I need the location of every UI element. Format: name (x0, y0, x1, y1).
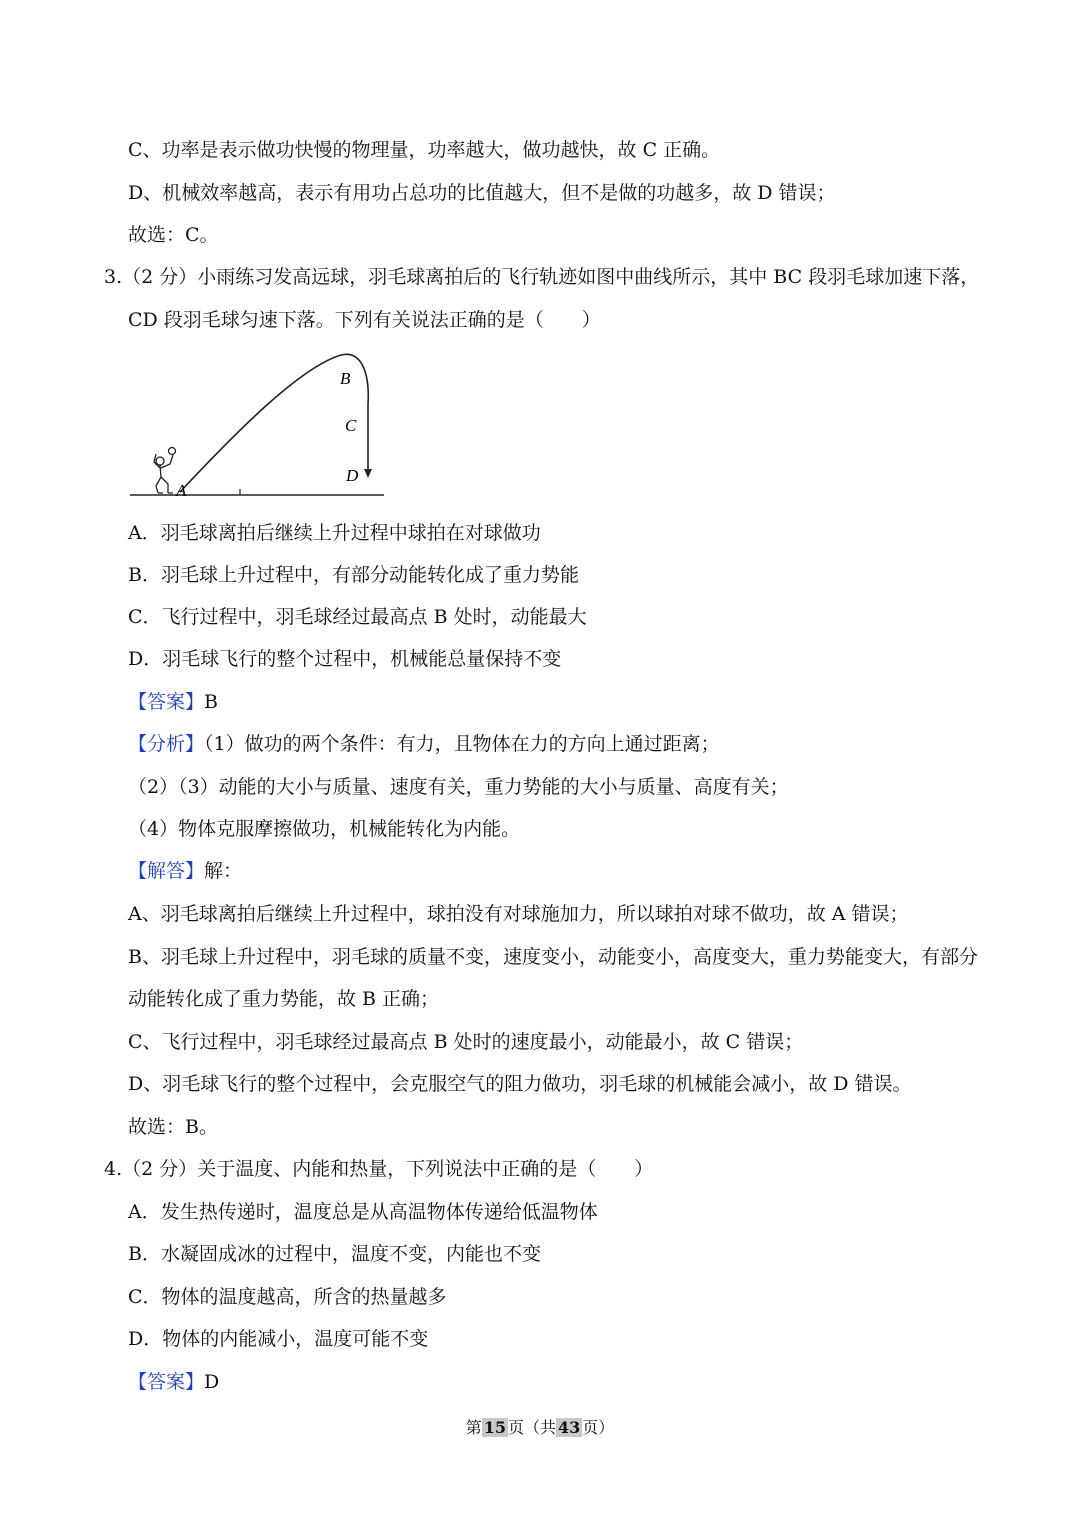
option-b: B．羽毛球上升过程中，有部分动能转化成了重力势能 (128, 564, 579, 586)
current-page-number: 15 (483, 1418, 506, 1437)
arrow-head (364, 469, 372, 478)
option-b: B．水凝固成冰的过程中，温度不变，内能也不变 (128, 1243, 541, 1265)
option-a: A．发生热传递时，温度总是从高温物体传递给低温物体 (128, 1201, 598, 1223)
answer-value: B (204, 691, 218, 713)
text-line: 故选：C。 (128, 224, 219, 246)
solution-line: C、飞行过程中，羽毛球经过最高点 B 处时的速度最小，动能最小，故 C 错误； (128, 1031, 804, 1053)
trajectory-figure (128, 350, 390, 504)
analysis-line: （2）（3）动能的大小与质量、速度有关，重力势能的大小与质量、高度有关； (128, 776, 789, 798)
analysis-tag: 【分析】 (128, 733, 205, 755)
analysis-line (128, 731, 720, 757)
question-4-stem: 4.（2 分）关于温度、内能和热量，下列说法中正确的是（ ） (104, 1158, 654, 1180)
option-d: D．羽毛球飞行的整个过程中，机械能总量保持不变 (128, 648, 562, 670)
answer-line (128, 1369, 219, 1395)
label-c: C (345, 416, 357, 435)
question-3-stem: 3.（2 分）小雨练习发高远球，羽毛球离拍后的飞行轨迹如图中曲线所示，其中 BC 段羽毛球加速下落， (104, 266, 980, 288)
solution-line: A、羽毛球离拍后继续上升过程中，球拍没有对球施加力，所以球拍对球不做功，故 A 错误； (128, 903, 909, 925)
answer-tag: 【答案】 (128, 691, 205, 713)
answer-tag: 【答案】 (128, 1371, 205, 1393)
footer-mid: 页（共 (507, 1418, 556, 1437)
option-c: C．飞行过程中，羽毛球经过最高点 B 处时，动能最大 (128, 606, 587, 628)
solution-line (128, 858, 242, 884)
answer-value: D (204, 1371, 220, 1393)
solution-tag: 【解答】 (128, 860, 205, 882)
option-d: D．物体的内能减小，温度可能不变 (128, 1328, 429, 1350)
analysis-text: （1）做功的两个条件：有力，且物体在力的方向上通过距离； (204, 733, 720, 755)
answer-line (128, 689, 218, 715)
solution-text: 解： (204, 860, 243, 882)
page-footer (0, 1417, 1080, 1439)
text-line: D、机械效率越高，表示有用功占总功的比值越大，但不是做的功越多，故 D 错误； (128, 182, 836, 204)
label-a: A (176, 481, 187, 500)
footer-prefix: 第 (465, 1418, 482, 1437)
label-b: B (340, 369, 351, 388)
label-d: D (346, 466, 359, 485)
footer-suffix: 页） (582, 1418, 615, 1437)
option-a: A．羽毛球离拍后继续上升过程中球拍在对球做功 (128, 522, 541, 544)
text-line: C、功率是表示做功快慢的物理量，功率越大，做功越快，故 C 正确。 (128, 139, 721, 161)
total-page-number: 43 (558, 1418, 581, 1437)
question-3-stem-cont: CD 段羽毛球匀速下落。下列有关说法正确的是（ ） (128, 309, 601, 331)
analysis-line: （4）物体克服摩擦做功，机械能转化为内能。 (128, 818, 521, 840)
solution-line: 动能转化成了重力势能，故 B 正确； (128, 988, 440, 1010)
option-c: C．物体的温度越高，所含的热量越多 (128, 1286, 447, 1308)
choice-line: 故选：B。 (128, 1116, 218, 1138)
solution-line: D、羽毛球飞行的整个过程中，会克服空气的阻力做功，羽毛球的机械能会减小，故 D 错误。 (128, 1073, 912, 1095)
player-figure (154, 448, 176, 494)
solution-line: B、羽毛球上升过程中，羽毛球的质量不变，速度变小，动能变小，高度变大，重力势能变大，有部分 (128, 946, 978, 968)
